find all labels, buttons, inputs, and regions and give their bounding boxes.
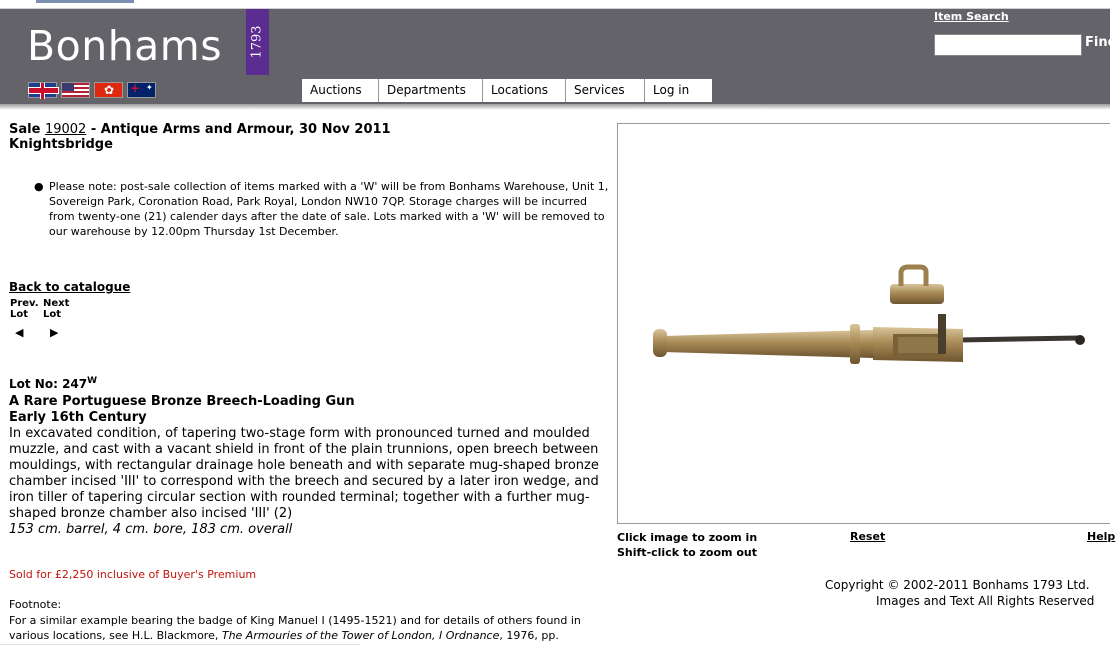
zoom-out-note: Shift-click to zoom out [617,546,757,559]
reset-link[interactable]: Reset [850,530,886,543]
hk-flag-icon[interactable] [94,82,123,98]
warehouse-marker: W [87,376,98,386]
next-lot-label: Next Lot [43,298,70,320]
lot-image-viewer[interactable] [617,123,1110,524]
zoom-in-note: Click image to zoom in [617,531,758,544]
lot-dimensions: 153 cm. barrel, 4 cm. bore, 183 cm. overall [9,522,293,537]
language-flags [28,82,156,98]
footnote-part-b: , 1976, pp. [499,629,559,642]
sale-number-link[interactable]: 19002 [44,122,87,137]
nav-departments[interactable]: Departments [379,79,483,102]
back-to-catalogue-link[interactable]: Back to catalogue [9,280,131,294]
copyright [825,577,1095,608]
footnote-book-title: The Armouries of the Tower of London, I Ordnance [221,629,500,642]
lot-period: Early 16th Century [9,410,147,425]
help-link[interactable]: Help [1087,530,1116,543]
bullet-icon: ● [34,180,44,193]
uk-flag-icon[interactable] [28,82,57,98]
nav-services[interactable]: Services [566,79,645,102]
footnote-text [9,613,615,643]
sale-prefix: Sale [9,122,41,137]
lot-number-text: Lot No: 247 [9,377,88,391]
logo-year: 1793 [249,25,265,59]
arrow-right-icon[interactable]: ▶ [50,326,59,339]
header-shadow [0,104,1110,110]
au-flag-icon[interactable] [127,82,156,98]
search-input[interactable] [934,34,1082,56]
nav-auctions[interactable]: Auctions [302,79,379,102]
item-search-link[interactable]: Item Search [934,10,1009,23]
lot-number [9,376,97,391]
us-flag-icon[interactable] [61,82,90,98]
prev-lot-label: Prev. Lot [10,298,39,320]
browser-top-strip [0,0,1110,9]
prev-lot-link[interactable] [10,298,40,339]
sale-title: - Antique Arms and Armour, 30 Nov 2011 [90,122,391,137]
rights-line: Images and Text All Rights Reserved [876,594,1095,608]
sold-price: Sold for £2,250 inclusive of Buyer's Premium [9,568,257,581]
bottom-divider [0,644,360,645]
lot-description: In excavated condition, of tapering two-stage form with pronounced turned and moulded muzzle, and cast with a vacant shield in front of the plain trunnions, open breech between mouldings, with rectangular drainage hole beneath and with separate mug-shaped bronze chamber incised 'III' to correspond with the breech and secured by a later iron wedge, and iron tiller of tapering circular section with rounded terminal; together with a further mug-shaped bronze chamber also incised 'III' (2) [9,426,599,521]
nav-locations[interactable]: Locations [483,79,566,102]
footnote-part-a: For a similar example bearing the badge of King Manuel I (1495-1521) and for details of others found in various locations, see H.L. Blackmore, [9,614,581,642]
browser-tab-stub [36,0,134,3]
collection-note: Please note: post-sale collection of items marked with a 'W' will be from Bonhams Warehouse, Unit 1, Sovereign Park, Coronation Road, Park Royal, London NW10 7QP. Storage charges will be incurred from twenty-one (21) calender days after the date of sale. Lots marked with a 'W' will be removed to our warehouse by 12.00pm Thursday 1st December. [49,180,609,238]
arrow-left-icon[interactable]: ◀ [15,326,24,339]
zoom-instructions [617,530,757,560]
breech-loading-gun-image[interactable] [618,124,1111,525]
copyright-line: Copyright © 2002-2011 Bonhams 1793 Ltd. [825,578,1090,592]
find-button[interactable]: Find [1085,35,1117,50]
sale-heading [9,122,391,137]
lot-title: A Rare Portuguese Bronze Breech-Loading Gun [9,394,355,409]
footnote-label: Footnote: [9,598,62,611]
nav-login[interactable]: Log in [653,83,690,97]
bonhams-logo[interactable]: Bonhams [27,22,223,70]
main-nav [302,79,712,102]
next-lot-link[interactable] [43,298,73,339]
sale-location: Knightsbridge [9,137,113,152]
